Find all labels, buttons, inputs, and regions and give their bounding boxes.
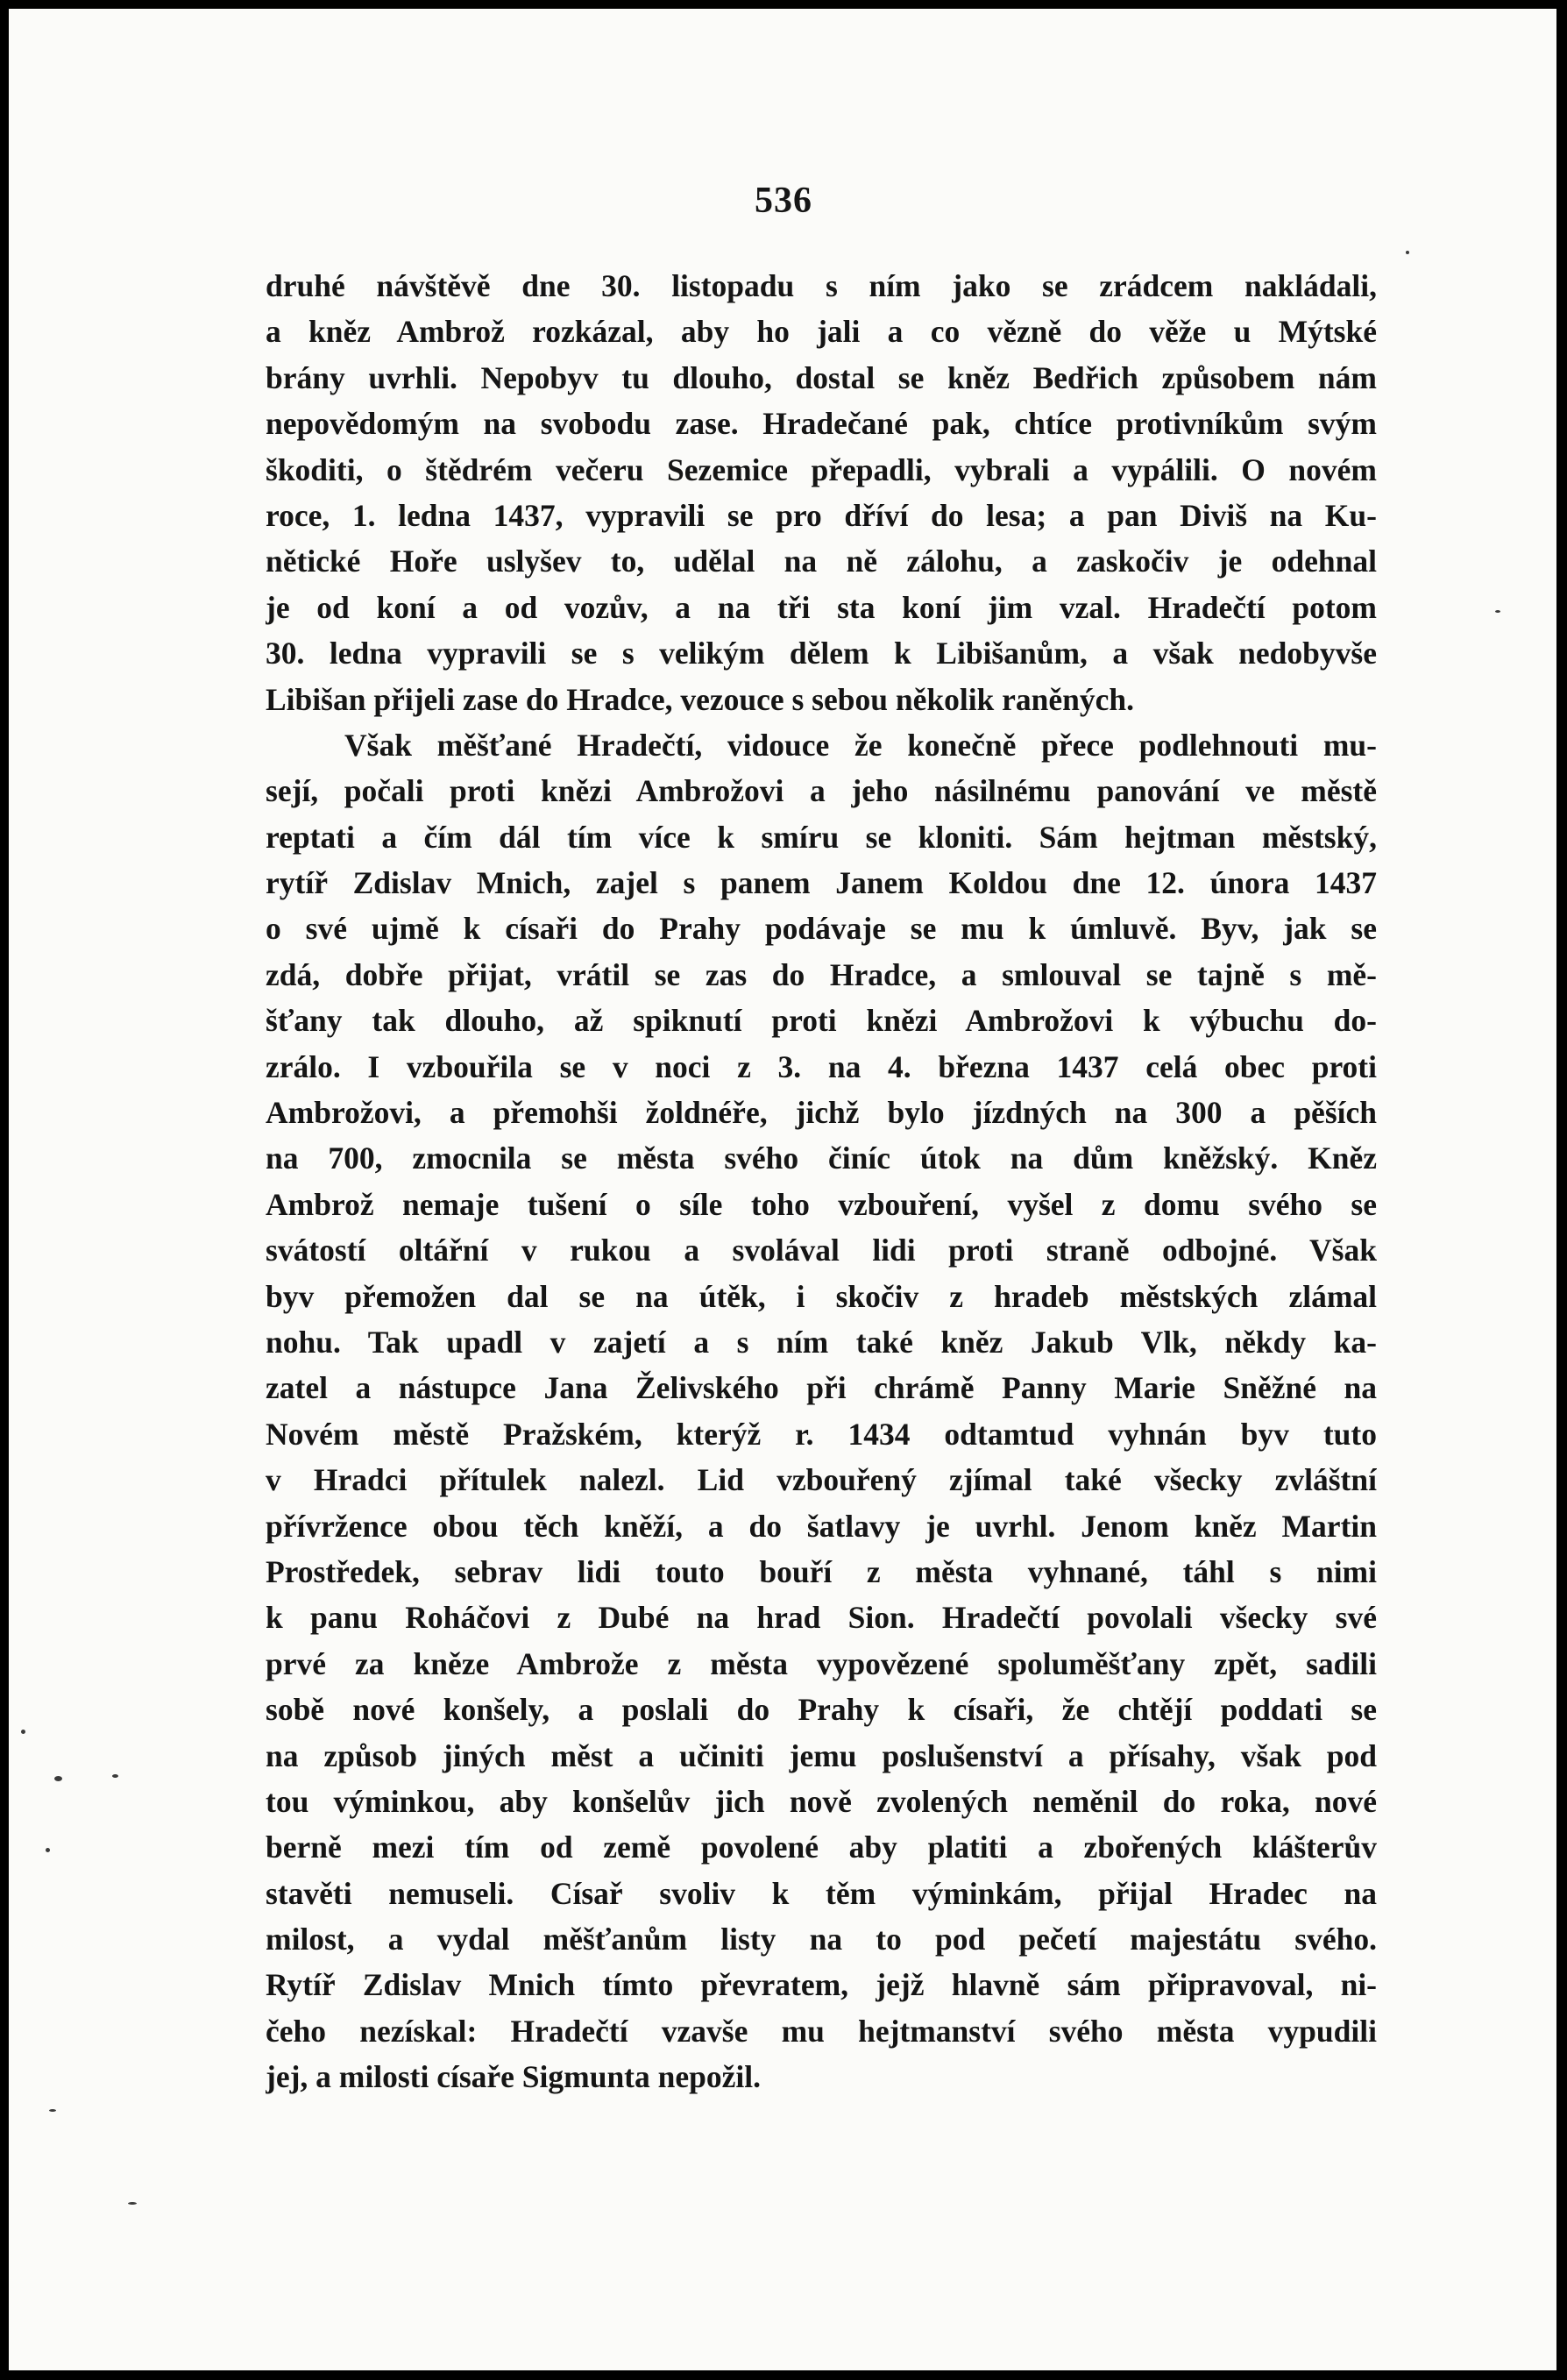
- text-line: tou výminkou, aby konšelův jich nově zvolených neměnil do roka, nové: [266, 1783, 1377, 1819]
- text-line: čeho nezískal: Hradečtí vzavše mu hejtmanství svého města vypudili: [266, 2013, 1377, 2049]
- text-line: Prostředek, sebrav lidi touto bouří z města vyhnané, táhl s nimi: [266, 1553, 1377, 1589]
- ink-speck: [128, 2202, 137, 2205]
- text-line: sejí, počali proti knězi Ambrožovi a jeho násilnému panování ve městě: [266, 773, 1377, 809]
- text-line: brány uvrhli. Nepobyv tu dlouho, dostal se kněz Bedřich způsobem nám: [266, 359, 1377, 395]
- text-line: rytíř Zdislav Mnich, zajel s panem Janem Koldou dne 12. února 1437: [266, 865, 1377, 901]
- ink-speck: [54, 1776, 62, 1781]
- text-line: stavěti nemuseli. Císař svoliv k těm výminkám, přijal Hradec na: [266, 1875, 1377, 1911]
- page-number: 536: [755, 181, 812, 221]
- ink-speck: [21, 1730, 25, 1734]
- ink-speck: [1495, 610, 1500, 613]
- text-line: šťany tak dlouho, až spiknutí proti knězi Ambrožovi k výbuchu do-: [266, 1003, 1377, 1039]
- text-line: prvé za kněze Ambrože z města vypovězené spoluměšťany zpět, sadili: [266, 1645, 1377, 1681]
- text-line: 30. ledna vypravili se s velikým dělem k Libišanům, a však nedobyvše: [266, 636, 1377, 671]
- text-line: reptati a čím dál tím více k smíru se kloniti. Sám hejtman městský,: [266, 819, 1377, 855]
- text-line: svátostí oltářní v rukou a svolával lidi proti straně odbojné. Však: [266, 1233, 1377, 1268]
- text-line: Libišan přijeli zase do Hradce, vezouce s sebou několik raněných.: [266, 681, 1135, 717]
- text-line: nohu. Tak upadl v zajetí a s ním také kněz Jakub Vlk, někdy ka-: [266, 1324, 1377, 1360]
- text-line: Ambrožovi, a přemohši žoldnéře, jichž bylo jízdných na 300 a pěších: [266, 1095, 1377, 1131]
- text-line: přívržence obou těch kněží, a do šatlavy je uvrhl. Jenom kněz Martin: [266, 1508, 1377, 1544]
- text-line: v Hradci přítulek nalezl. Lid vzbouřený zjímal také všecky zvláštní: [266, 1462, 1377, 1498]
- text-line: berně mezi tím od země povolené aby platiti a zbořených klášterův: [266, 1829, 1377, 1865]
- text-line: nětické Hoře uslyšev to, udělal na ně zálohu, a zaskočiv je odehnal: [266, 543, 1377, 579]
- text-line: roce, 1. ledna 1437, vypravili se pro dříví do lesa; a pan Diviš na Ku-: [266, 497, 1377, 533]
- ink-speck: [1406, 251, 1409, 254]
- ink-speck: [46, 1848, 50, 1852]
- text-line: na způsob jiných měst a učiniti jemu poslušenství a přísahy, však pod: [266, 1737, 1377, 1773]
- text-line: milost, a vydal měšťanům listy na to pod pečetí majestátu svého.: [266, 1922, 1377, 1957]
- text-line: zatel a nástupce Jana Želivského při chrámě Panny Marie Sněžné na: [266, 1370, 1377, 1406]
- text-line: Však měšťané Hradečtí, vidouce že konečně přece podlehnouti mu-: [344, 727, 1377, 763]
- text-line: a kněz Ambrož rozkázal, aby ho jali a co vězně do věže u Mýtské: [266, 314, 1377, 350]
- text-line: sobě nové konšely, a poslali do Prahy k císaři, že chtějí poddati se: [266, 1692, 1377, 1728]
- text-line: zdá, dobře přijat, vrátil se zas do Hradce, a smlouval se tajně s mě-: [266, 956, 1377, 992]
- text-line: Novém městě Pražském, kterýž r. 1434 odtamtud vyhnán byv tuto: [266, 1416, 1377, 1452]
- ink-speck: [49, 2109, 56, 2112]
- body-text: [266, 263, 1377, 2100]
- text-line: škoditi, o štědrém večeru Sezemice přepadli, vybrali a vypálili. O novém: [266, 451, 1377, 487]
- text-line: Rytíř Zdislav Mnich tímto převratem, jejž hlavně sám připravoval, ni-: [266, 1967, 1377, 2003]
- text-line: nepovědomým na svobodu zase. Hradečané pak, chtíce protivníkům svým: [266, 406, 1377, 442]
- text-line: Ambrož nemaje tušení o síle toho vzbouření, vyšel z domu svého se: [266, 1186, 1377, 1222]
- ink-speck: [112, 1774, 118, 1778]
- text-line: o své ujmě k císaři do Prahy podávaje se mu k úmluvě. Byv, jak se: [266, 911, 1377, 947]
- text-line: byv přemožen dal se na útěk, i skočiv z hradeb městských zlámal: [266, 1278, 1377, 1314]
- text-line: zrálo. I vzbouřila se v noci z 3. na 4. března 1437 celá obec proti: [266, 1048, 1377, 1084]
- text-line: je od koní a od vozův, a na tři sta koní jim vzal. Hradečtí potom: [266, 589, 1377, 625]
- text-line: k panu Roháčovi z Dubé na hrad Sion. Hradečtí povolali všecky své: [266, 1600, 1377, 1636]
- text-line: jej, a milosti císaře Sigmunta nepožil.: [266, 2059, 761, 2095]
- text-line: druhé návštěvě dne 30. listopadu s ním jako se zrádcem nakládali,: [266, 268, 1377, 303]
- text-line: na 700, zmocnila se města svého činíc útok na dům kněžský. Kněz: [266, 1140, 1377, 1176]
